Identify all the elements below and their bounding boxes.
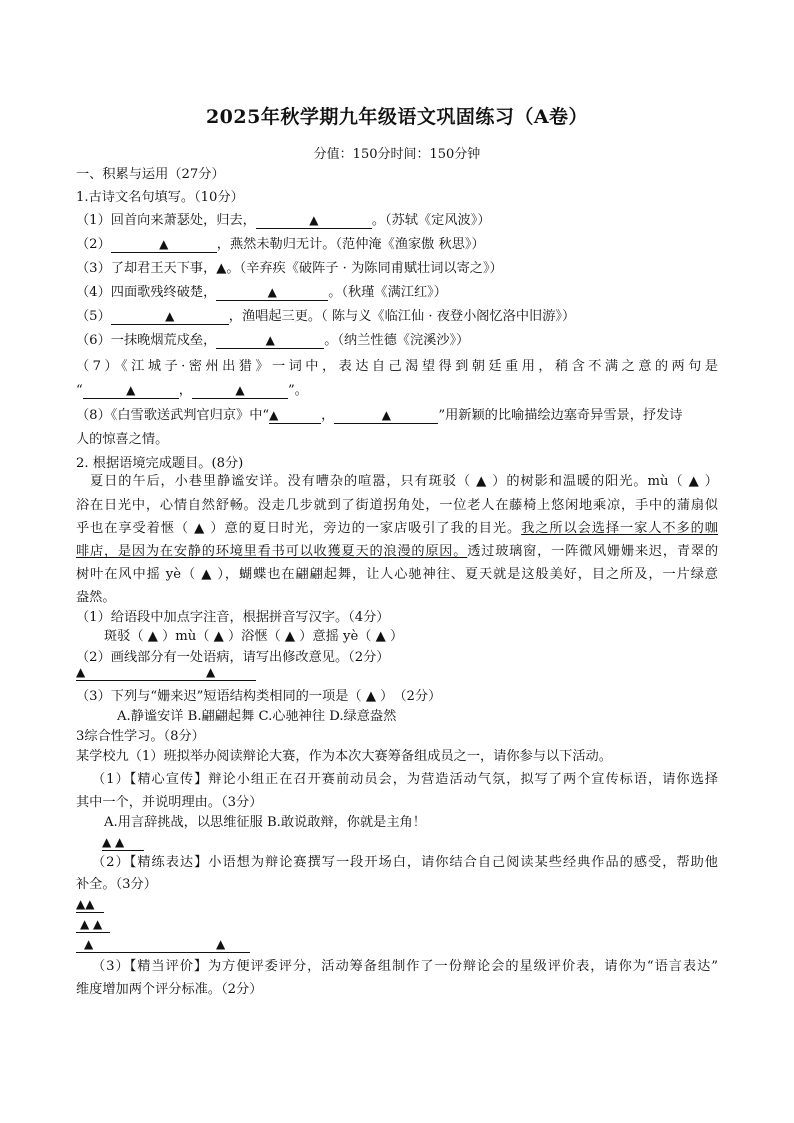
comma: ， (178, 383, 192, 398)
triangle-marker: ▲ ▲ (102, 835, 125, 849)
q3-sub-3-line-1: （3）【精当评价】为方便评委评分，活动筹备组制作了一份辩论会的星级评价表，请你为“语言表达” (92, 959, 718, 974)
answer-line[interactable] (102, 834, 144, 851)
triangle-marker: ▲ (84, 937, 94, 951)
answer-blank[interactable] (192, 383, 288, 399)
passage-line-4 (76, 543, 718, 561)
question-1-heading: 1.古诗文名句填写。（10分） (76, 190, 244, 205)
triangle-marker: ▲ (216, 937, 226, 951)
q3-sub-2-line-1: （2）【精练表达】小语想为辩论赛撰写一段开场白，请你结合自己阅读某些经典作品的感受，帮助他 (92, 855, 718, 870)
answer-blank[interactable] (334, 408, 438, 424)
passage-line-2: 浴在日光中，心情自然舒畅。没走几步就到了街道拐角处，一位老人在藤椅上悠闲地乘凉，手中的蒲扇似 (76, 498, 718, 513)
triangle-marker: ▲ (265, 333, 275, 347)
q1-item-2-text: ，燕然未勒归无计。（范仲淹《渔家傲 秋思》） (216, 237, 485, 252)
triangle-marker: ▲ (381, 408, 391, 422)
q1-item-5-label: （5） (76, 309, 111, 324)
q3-intro: 某学校九（1）班拟举办阅读辩论大赛，作为本次大赛筹备组成员之一，请你参与以下活动。 (76, 749, 612, 764)
answer-blank[interactable] (111, 237, 217, 253)
question-2-heading: 2. 根据语境完成题目。(8分) (76, 456, 244, 471)
q1-item-7-line-1: （7）《江城子·密州出猎》一词中，表达自己渴望得到朝廷重用，稍含不满之意的两句是 (76, 359, 718, 374)
triangle-marker: ▲ (235, 383, 245, 397)
answer-blank[interactable] (111, 309, 229, 325)
passage-text: 乎也在享受着惬（ ▲ ）意的夏日时光，旁边的一家店吸引了我的目光。 (76, 521, 522, 536)
q1-item-6 (76, 332, 469, 350)
q1-item-8-text: （8）《白雪歌送武判官归京》中“ (76, 408, 270, 423)
q3-sub-3-line-2: 维度增加两个评分标准。（2分） (76, 982, 263, 997)
answer-blank[interactable] (216, 285, 328, 301)
q1-item-4-source: 。（秋瑾《满江红》） (328, 285, 447, 300)
q2-sub-1-items: 斑驳（ ▲ ）mù（ ▲ ）浴惬（ ▲ ）意摇 yè（ ▲ ） (104, 629, 404, 644)
answer-blank[interactable] (216, 333, 324, 349)
q2-sub-1: （1）给语段中加点字注音，根据拼音写汉字。（4分） (76, 610, 390, 625)
q2-sub-3: （3）下列与“姗来迟”短语结构类相同的一项是（ ▲ ） （2分） (76, 689, 442, 704)
question-3-heading: 3综合性学习。（8分） (76, 729, 205, 744)
answer-line[interactable] (76, 916, 110, 933)
q1-item-7-line-2 (76, 382, 308, 400)
answer-blank[interactable] (83, 383, 179, 399)
passage-line-5: 树叶在风中摇 yè（ ▲ ），蝴蝶也在翩翩起舞，让人心驰神往、夏天就是这般美好，目之所及，一片绿意 (76, 567, 718, 582)
q1-item-1-text: （1）回首向来萧瑟处，归去， (76, 213, 256, 228)
passage-line-1: 夏日的午后，小巷里静谧安详。没有嘈杂的喧嚣，只有斑驳（ ▲ ）的树影和温暖的阳光。mù（ ▲ ） (90, 474, 718, 489)
q3-sub-1-line-2: 其中一个，并说明理由。（3分） (76, 795, 263, 810)
triangle-marker: ▲ ▲ (80, 917, 103, 931)
triangle-marker: ▲ (126, 383, 136, 397)
triangle-marker: ▲ (269, 408, 279, 422)
page-title: 2025年秋学期九年级语文巩固练习（A卷） (205, 106, 589, 128)
q1-item-8-line-2: 人的惊喜之情。 (76, 432, 169, 447)
comma: ， (321, 408, 335, 423)
triangle-marker: ▲ (206, 665, 216, 679)
q1-item-2-label: （2） (76, 237, 111, 252)
triangle-marker: ▲ (309, 213, 319, 227)
q2-sub-2: （2）画线部分有一处语病，请写出修改意见。（2分） (76, 650, 390, 665)
q2-sub-3-options: A.静谧安详 B.翩翩起舞 C.心驰神往 D.绿意盎然 (117, 709, 397, 724)
q3-sub-1-line-1: （1）【精心宣传】辩论小组正在召开赛前动员会，为营造活动气氛，拟写了两个宣传标语，请你选择 (92, 772, 718, 787)
q1-item-1 (76, 212, 491, 230)
q1-item-6-source: 。（纳兰性德《浣溪沙》） (324, 333, 470, 348)
answer-line[interactable] (76, 936, 250, 953)
close-quote: ”。 (287, 383, 308, 398)
q1-item-1-source: 。（苏轼《定风波》） (371, 213, 491, 228)
q1-item-5 (76, 308, 575, 326)
answer-line[interactable] (76, 896, 104, 913)
triangle-marker: ▲ (76, 665, 86, 679)
score-time-info: 分值：150分时间：150分钟 (313, 147, 481, 162)
underlined-sentence: 我之所以会选择一家人不多的咖 (521, 521, 718, 536)
triangle-marker: ▲ (159, 237, 169, 251)
answer-blank[interactable] (256, 213, 372, 229)
q1-item-8-text-end: ”用新颖的比喻描绘边塞奇异雪景，抒发诗 (438, 408, 683, 423)
q1-item-2 (76, 236, 485, 254)
section-heading: 一、积累与运用（27分） (76, 167, 225, 182)
triangle-marker: ▲ (267, 285, 277, 299)
q1-item-4-text: （4）四面歌残终破楚， (76, 285, 217, 300)
q1-item-8-line-1 (76, 407, 682, 425)
open-quote: “ (76, 383, 83, 398)
passage-line-3 (76, 520, 718, 538)
q1-item-4 (76, 284, 447, 302)
triangle-marker: ▲ (165, 309, 175, 323)
underlined-sentence: 啡店，是因为在安静的环境里看书可以收獲夏天的浪漫的原因。 (76, 544, 468, 559)
q3-sub-2-line-2: 补全。（3分） (76, 877, 157, 892)
q1-item-3: （3）了却君王天下事，▲。（辛弃疾《破阵子 · 为陈同甫赋壮词以寄之》） (76, 261, 503, 276)
answer-line[interactable] (76, 664, 256, 681)
passage-line-6: 盎然。 (76, 590, 116, 605)
passage-text: 透过玻璃窗，一阵微风姗姗来迟，青翠的 (467, 544, 719, 559)
q1-item-6-text: （6）一抹晚烟荒戍垒， (76, 333, 217, 348)
q1-item-5-text: ，渔唱起三更。（ 陈与义《临江仙 · 夜登小阁忆洛中旧游》） (228, 309, 576, 324)
triangle-marker: ▲▲ (76, 897, 95, 911)
q3-sub-1-options: A.用言辞挑战，以思维征服 B.敢说敢辩，你就是主角！ (104, 815, 426, 830)
answer-blank[interactable] (269, 408, 321, 424)
